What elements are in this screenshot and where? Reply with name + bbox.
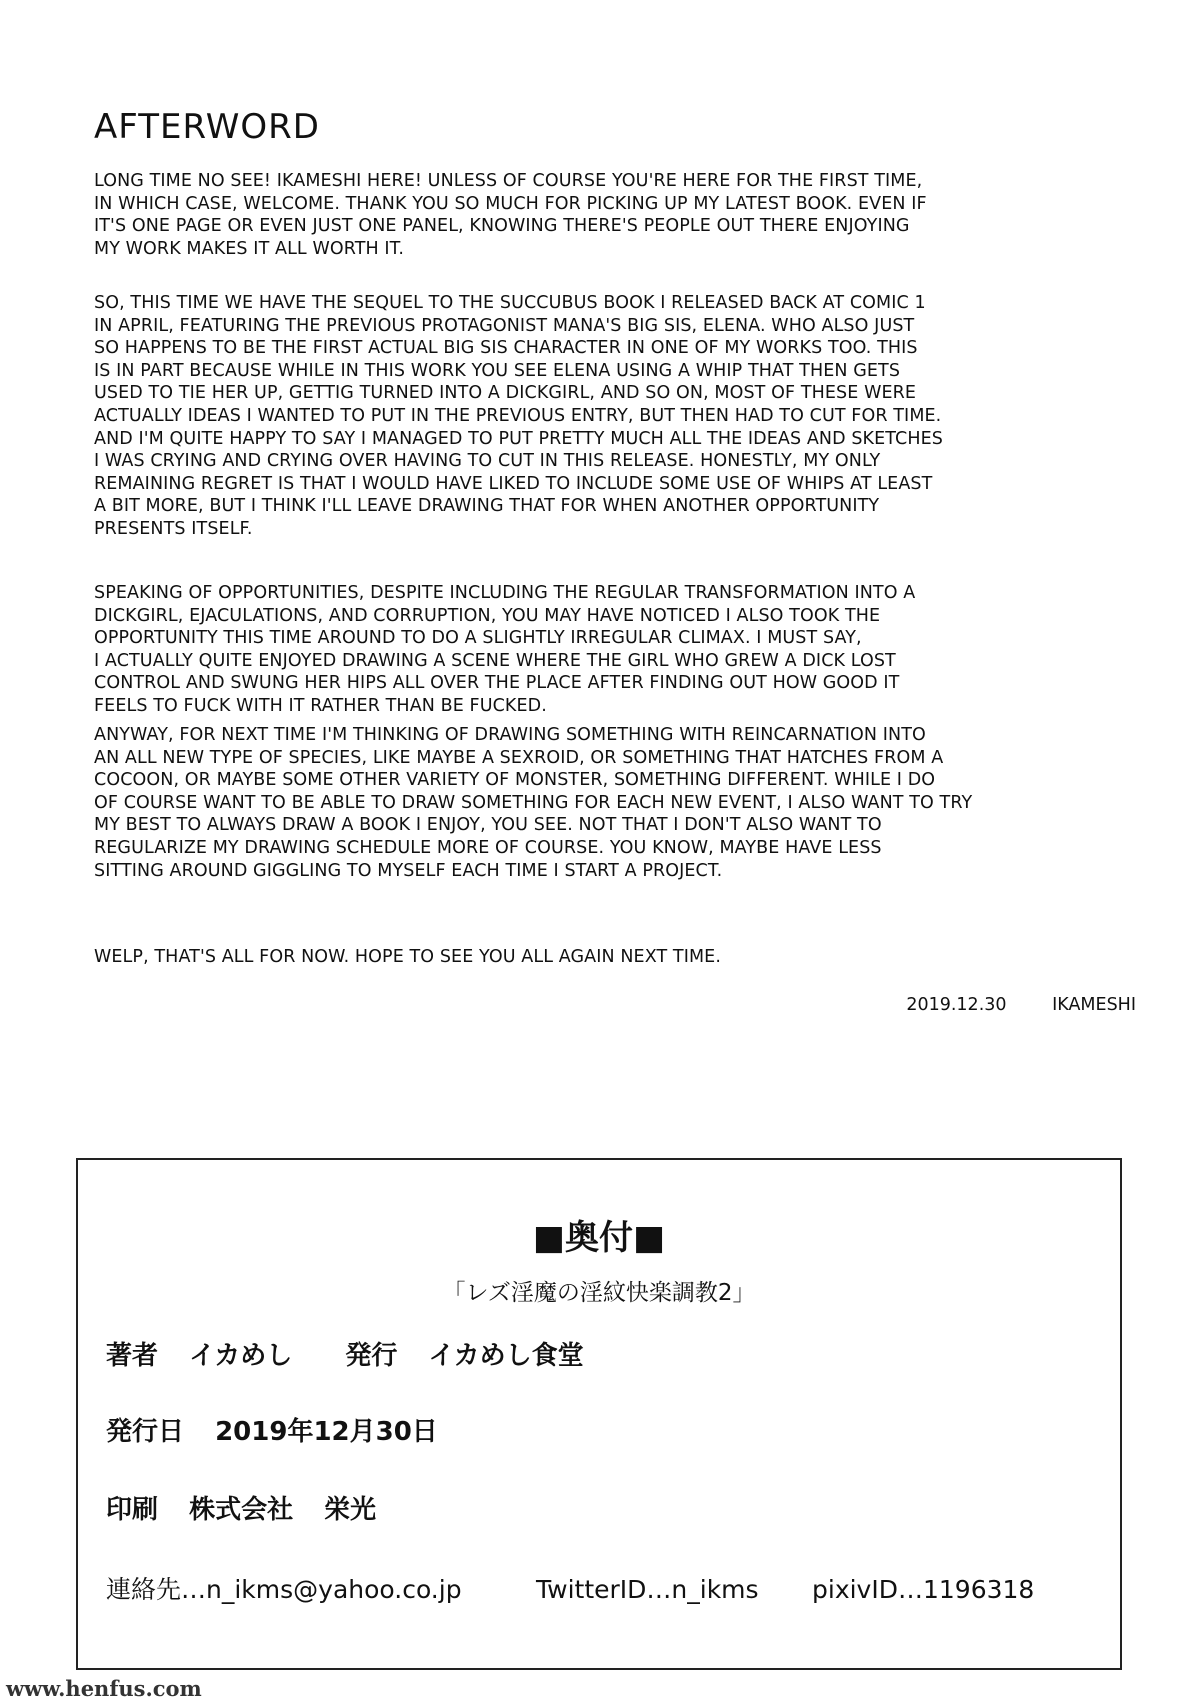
text-line: OF COURSE WANT TO BE ABLE TO DRAW SOMETHING FOR EACH NEW EVENT, I ALSO WANT TO TRY (94, 792, 973, 813)
text-line: REMAINING REGRET IS THAT I WOULD HAVE LIKED TO INCLUDE SOME USE OF WHIPS AT LEAST (94, 473, 933, 494)
text-line: CONTROL AND SWUNG HER HIPS ALL OVER THE PLACE AFTER FINDING OUT HOW GOOD IT (94, 673, 900, 694)
text-line: SO, THIS TIME WE HAVE THE SEQUEL TO THE SUCCUBUS BOOK I RELEASED BACK AT COMIC 1 (94, 293, 926, 313)
author-row (106, 1336, 1092, 1376)
text-line: MY BEST TO ALWAYS DRAW A BOOK I ENJOY, YOU SEE. NOT THAT I DON'T ALSO WANT TO (94, 815, 882, 836)
colophon-box (76, 1158, 1122, 1670)
text-line: WELP, THAT'S ALL FOR NOW. HOPE TO SEE YOU ALL AGAIN NEXT TIME. (94, 947, 721, 967)
text-line: AN ALL NEW TYPE OF SPECIES, LIKE MAYBE A SEXROID, OR SOMETHING THAT HATCHES FROM A (94, 747, 944, 768)
printer-label: 印刷 (106, 1495, 159, 1525)
paragraph-4 (94, 724, 1134, 882)
author-name: イカめし (189, 1341, 293, 1371)
text-line: COCOON, OR MAYBE SOME OTHER VARIETY OF MONSTER, SOMETHING DIFFERENT. WHILE I DO (94, 770, 936, 791)
text-line: MY WORK MAKES IT ALL WORTH IT. (94, 238, 405, 259)
text-line: USED TO TIE HER UP, GETTIG TURNED INTO A DICKGIRL, AND SO ON, MOST OF THESE WERE (94, 383, 917, 404)
text-line: FEELS TO FUCK WITH IT RATHER THAN BE FUCKED. (94, 695, 547, 716)
book-title: 「レズ淫魔の淫紋快楽調教2」 (442, 1280, 756, 1306)
text-line: IN APRIL, FEATURING THE PREVIOUS PROTAGONIST MANA'S BIG SIS, ELENA. WHO ALSO JUST (94, 315, 915, 336)
text-line: A BIT MORE, BUT I THINK I'LL LEAVE DRAWING THAT FOR WHEN ANOTHER OPPORTUNITY (94, 496, 880, 517)
paragraph-2 (94, 292, 1134, 541)
text-line: SO HAPPENS TO BE THE FIRST ACTUAL BIG SIS CHARACTER IN ONE OF MY WORKS TOO. THIS (94, 338, 918, 359)
signature-name: IKAMESHI (1052, 995, 1136, 1015)
author-label: 著者 (106, 1341, 159, 1371)
text-line: ACTUALLY IDEAS I WANTED TO PUT IN THE PREVIOUS ENTRY, BUT THEN HAD TO CUT FOR TIME. (94, 405, 942, 426)
text-line: I ACTUALLY QUITE ENJOYED DRAWING A SCENE WHERE THE GIRL WHO GREW A DICK LOST (94, 650, 896, 671)
text-line: ANYWAY, FOR NEXT TIME I'M THINKING OF DRAWING SOMETHING WITH REINCARNATION INTO (94, 725, 926, 745)
text-line: SPEAKING OF OPPORTUNITIES, DESPITE INCLUDING THE REGULAR TRANSFORMATION INTO A (94, 583, 916, 603)
signature (906, 993, 1136, 1017)
text-line: OPPORTUNITY THIS TIME AROUND TO DO A SLIGHTLY IRREGULAR CLIMAX. I MUST SAY, (94, 628, 862, 649)
text-line: LONG TIME NO SEE! IKAMESHI HERE! UNLESS OF COURSE YOU'RE HERE FOR THE FIRST TIME, (94, 171, 923, 191)
text-line: PRESENTS ITSELF. (94, 518, 253, 539)
text-line: SITTING AROUND GIGGLING TO MYSELF EACH TIME I START A PROJECT. (94, 860, 723, 881)
twitter-id: TwitterID…n_ikms (536, 1575, 759, 1604)
site-watermark: www.henfus.com (6, 1676, 202, 1701)
text-line: REGULARIZE MY DRAWING SCHEDULE MORE OF COURSE. YOU KNOW, MAYBE HAVE LESS (94, 837, 882, 858)
printer-type: 株式会社 (189, 1495, 294, 1525)
text-line: I WAS CRYING AND CRYING OVER HAVING TO CUT IN THIS RELEASE. HONESTLY, MY ONLY (94, 451, 881, 472)
date-label: 発行日 (106, 1417, 185, 1447)
pixiv-id: pixivID…1196318 (812, 1575, 1035, 1604)
contact-email: 連絡先…n_ikms@yahoo.co.jp (106, 1575, 462, 1604)
contact-row (106, 1570, 1092, 1610)
text-line: IS IN PART BECAUSE WHILE IN THIS WORK YOU SEE ELENA USING A WHIP THAT THEN GETS (94, 360, 901, 381)
afterword-title: AFTERWORD (94, 107, 320, 147)
text-line: DICKGIRL, EJACULATIONS, AND CORRUPTION, YOU MAY HAVE NOTICED I ALSO TOOK THE (94, 605, 881, 626)
date-row (106, 1412, 1092, 1452)
text-line: IT'S ONE PAGE OR EVEN JUST ONE PANEL, KNOWING THERE'S PEOPLE OUT THERE ENJOYING (94, 216, 910, 237)
printer-name: 栄光 (324, 1495, 377, 1525)
signature-date: 2019.12.30 (906, 995, 1007, 1015)
publisher-label: 発行 (345, 1341, 398, 1371)
paragraph-1 (94, 170, 1134, 260)
paragraph-3 (94, 582, 1134, 718)
printer-row (106, 1490, 1092, 1530)
text-line: AND I'M QUITE HAPPY TO SAY I MANAGED TO PUT PRETTY MUCH ALL THE IDEAS AND SKETCHES (94, 428, 943, 449)
publisher-name: イカめし食堂 (428, 1341, 584, 1371)
text-line: IN WHICH CASE, WELCOME. THANK YOU SO MUCH FOR PICKING UP MY LATEST BOOK. EVEN IF (94, 193, 927, 214)
paragraph-5 (94, 946, 1134, 969)
publication-date: 2019年12月30日 (215, 1417, 438, 1447)
colophon-heading: ■奥付■ (532, 1218, 666, 1258)
